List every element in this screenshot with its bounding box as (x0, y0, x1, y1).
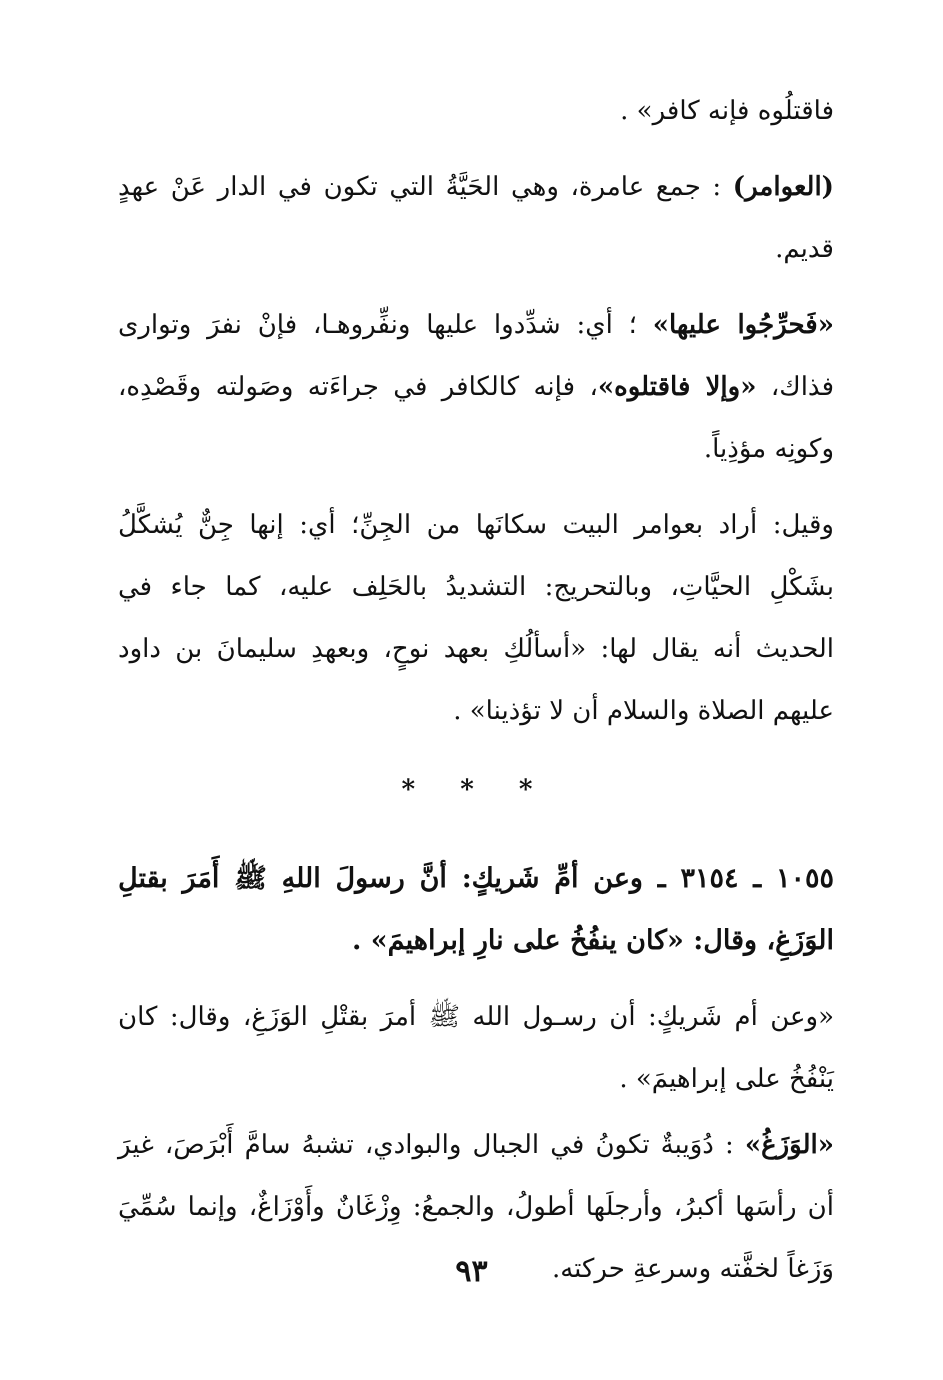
paragraph-1-text: فاقتلُوه فإنه كافر» . (620, 96, 834, 126)
section-divider: * * * (401, 775, 551, 805)
commentary-2-text: : دُوَيبةٌ تكونُ في الجبال والبوادي، تشبهُ سامَّ أَبْرَصَ، غيرَ أن رأسَها أكبرُ، وأرجلَها أطولُ، والجمعُ: وِزْغَانٌ وأَوْزَاغٌ، وإنما سُمِّيَ وَزَغاً لخفَّته وسرعةِ حركته. (118, 1130, 834, 1284)
term-illa-faqtuloo: «وإلا فاقتلوه» (597, 372, 757, 402)
paragraph-2-text: : جمع عامرة، وهي الحَيَّةُ التي تكون في الدار عَنْ عهدٍ قديم. (118, 172, 834, 264)
hadith-text-content: ١٠٥٥ ـ ٣١٥٤ ـ وعن أمِّ شَريكٍ: أنَّ رسولَ اللهِ ﷺ أَمَرَ بقتلِ الوَزَغِ، وقال: «كان ينفُخُ على نارِ إبراهيمَ» . (118, 863, 834, 956)
term-wazagh: «الوَزَغُ» (744, 1130, 834, 1160)
paragraph-3-text-2: ، فإنه كالكافر في جراءَته وصَولته وقَصْدِه، وكونِه مؤذِياً. (118, 372, 834, 464)
term-harrijoo: «فَحرِّجُوا عليها» (652, 310, 834, 340)
hadith-text (118, 848, 834, 972)
paragraph-1 (118, 80, 834, 142)
paragraph-3 (118, 294, 834, 480)
commentary-1-text: «وعن أم شَريكٍ: أن رسـول الله ﷺ أمرَ بقتْلِ الوَزَغِ، وقال: كان يَنْفُخُ على إبراهيمَ» . (118, 1002, 834, 1094)
paragraph-4-text: وقيل: أراد بعوامر البيت سكانَها من الجِنِّ؛ أي: إنها جِنٌّ يُشكَّلُ بشَكْلِ الحيَّاتِ، وبالتحريج: التشديدُ بالحَلِف عليه، كما جاء في الحديث أنه يقال لها: «أسألُكِ بعهد نوحٍ، وبعهدِ سليمانَ بن داود عليهم الصلاة والسلام أن لا تؤذينا» . (118, 510, 834, 726)
page-body (118, 80, 834, 1300)
commentary-1 (118, 986, 834, 1110)
paragraph-3-text-1: ؛ أي: شدِّدوا عليها ونفِّروهـا، فإنْ نفرَ وتوارى فذاك، (118, 310, 834, 402)
page-number: ٩٣ (455, 1254, 488, 1289)
paragraph-4 (118, 494, 834, 742)
term-awamir: (العوامر) (732, 172, 834, 202)
paragraph-2 (118, 156, 834, 280)
